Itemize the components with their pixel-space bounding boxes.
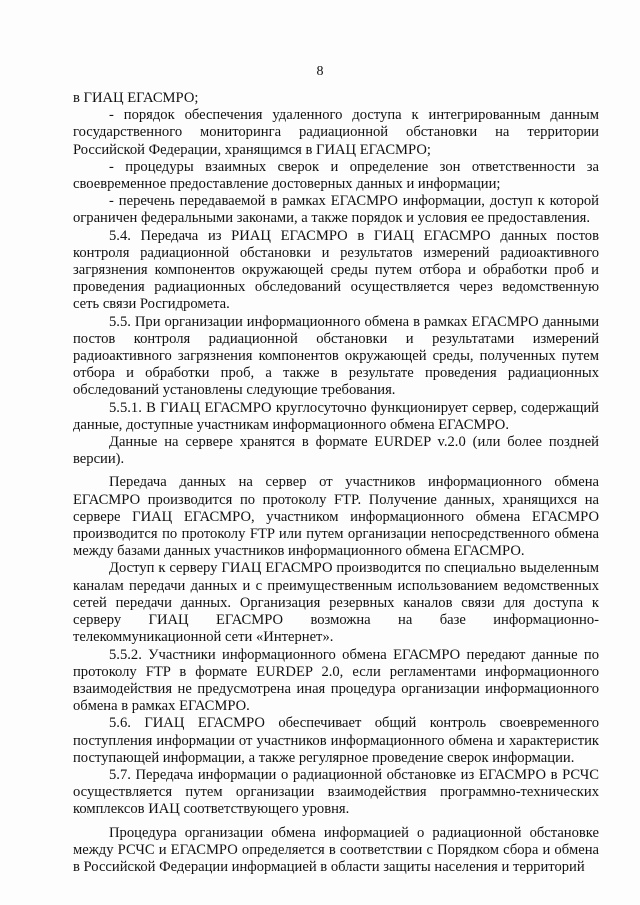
paragraph: Передача данных на сервер от участников информационного обмена ЕГАСМРО производится по протоколу FTP. Получение данных, хранящихся на сервере ГИАЦ ЕГАСМРО, участником информационного обмена ЕГАСМРО производится по протоколу FTP или путем организации непосредственного обмена между базами данных участников информационного обмена ЕГАСМРО. xyxy=(73,474,599,560)
paragraph: Процедура организации обмена информацией о радиационной обстановке между РСЧС и ЕГАСМРО определяется в соответствии с Порядком сбора и обмена в Российской Федерации информацией в области защиты населения и территорий xyxy=(73,824,599,875)
paragraph: - порядок обеспечения удаленного доступа к интегрированным данным государственного мониторинга радиационной обстановки на территории Российской Федерации, хранящимся в ГИАЦ ЕГАСМРО; xyxy=(73,107,599,158)
paragraph: 5.6. ГИАЦ ЕГАСМРО обеспечивает общий контроль своевременного поступления информации от участников информационного обмена и характеристик поступающей информации, а также регулярное проведение сверок информации. xyxy=(73,715,599,766)
paragraph: 5.5. При организации информационного обмена в рамках ЕГАСМРО данными постов контроля радиационной обстановки и результатами измерений радиоактивного загрязнения компонентов окружающей среды, полученных путем отбора и обработки проб, а также в результате проведения радиационных обследований установлены следующие требования. xyxy=(73,313,599,399)
paragraph: 5.7. Передача информации о радиационной обстановке из ЕГАСМРО в РСЧС осуществляется путем организации взаимодействия программно-технических комплексов ИАЦ соответствующего уровня. xyxy=(73,766,599,818)
paragraph: Доступ к серверу ГИАЦ ЕГАСМРО производится по специально выделенным каналам передачи данных и с преимущественным использованием ведомственных сетей передачи данных. Организация резервных каналов связи для доступа к серверу ГИАЦ ЕГАСМРО возможна на базе информационно-телекоммуникационной сети «Интернет». xyxy=(73,560,599,646)
paragraph: в ГИАЦ ЕГАСМРО; xyxy=(73,90,199,106)
paragraph: 5.5.2. Участники информационного обмена ЕГАСМРО передают данные по протоколу FTP в формате EURDEP 2.0, если регламентами информационного взаимодействия не предусмотрена иная процедура организации информационного обмена в рамках ЕГАСМРО. xyxy=(73,646,599,715)
paragraph: - перечень передаваемой в рамках ЕГАСМРО информации, доступ к которой ограничен федеральными законами, а также порядок и условия ее предоставления. xyxy=(73,193,599,227)
paragraph: 5.5.1. В ГИАЦ ЕГАСМРО круглосуточно функционирует сервер, содержащий данные, доступные участникам информационного обмена ЕГАСМРО. xyxy=(73,399,599,433)
page-number: 8 xyxy=(316,64,324,79)
document-body xyxy=(73,90,599,876)
paragraph: 5.4. Передача из РИАЦ ЕГАСМРО в ГИАЦ ЕГАСМРО данных постов контроля радиационной обстановки и результатов измерений радиоактивного загрязнения компонентов окружающей среды путем отбора и обработки проб и проведения радиационных обследований осуществляется через ведомственную сеть связи Росгидромета. xyxy=(73,227,599,313)
paragraph: Данные на сервере хранятся в формате EURDEP v.2.0 (или более поздней версии). xyxy=(73,434,599,468)
paragraph: - процедуры взаимных сверок и определение зон ответственности за своевременное предоставление достоверных данных и информации; xyxy=(73,158,599,193)
